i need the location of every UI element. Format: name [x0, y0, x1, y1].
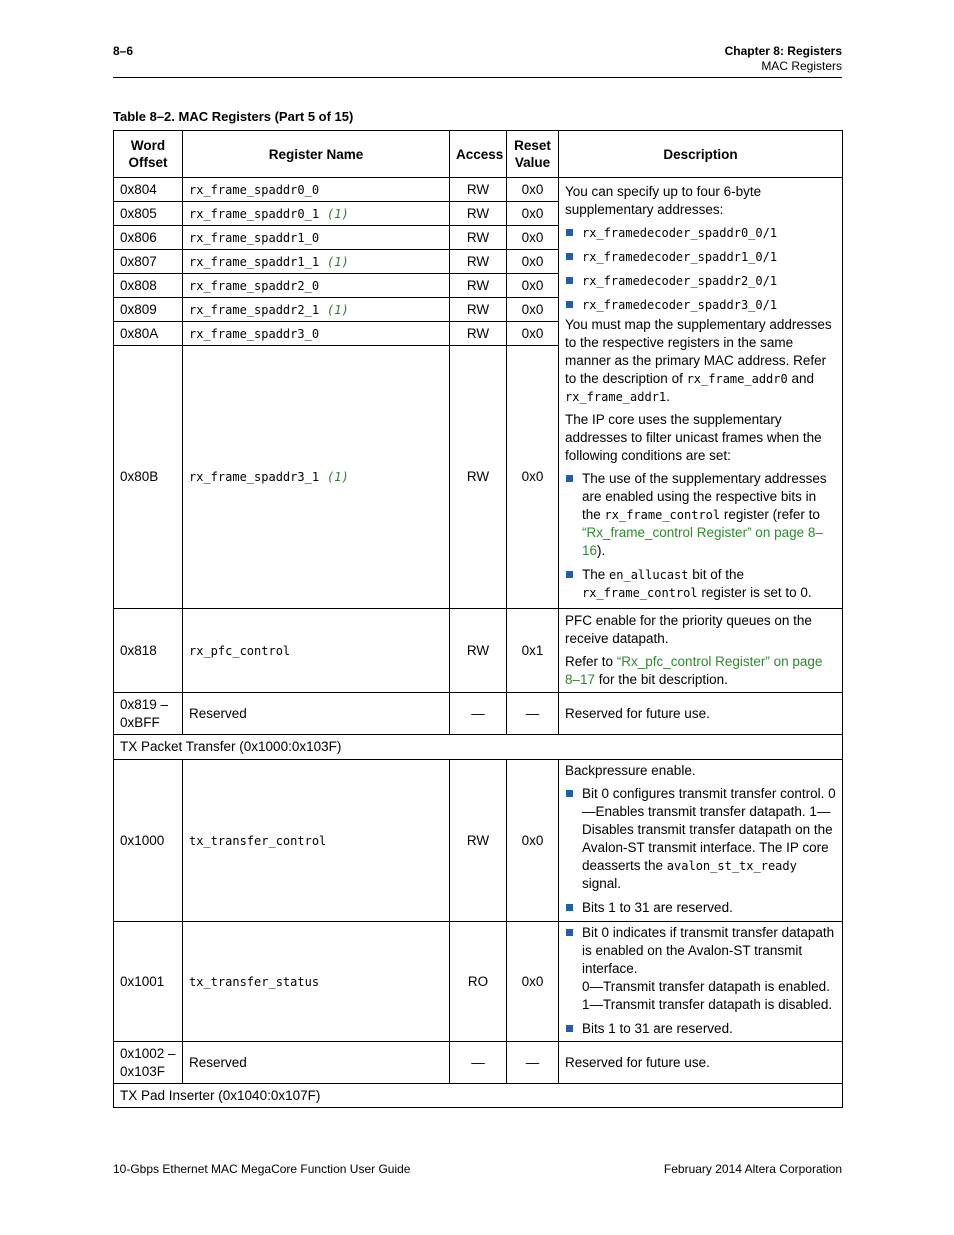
table-row	[114, 178, 843, 202]
access: RW	[450, 250, 507, 274]
word-offset: 0x80A	[114, 322, 183, 346]
table-row	[114, 922, 843, 1042]
access: RW	[450, 202, 507, 226]
bullet-icon	[566, 277, 573, 284]
bullet-icon	[566, 1025, 573, 1032]
table-row	[114, 760, 843, 922]
reset-value: 0x0	[507, 226, 559, 250]
reset-value: —	[507, 693, 559, 735]
table-header-row	[114, 131, 843, 178]
access: RW	[450, 322, 507, 346]
register-name: Reserved	[183, 1042, 450, 1084]
map-paragraph: You must map the supplementary addresses to the respective registers in the same manner as the primary MAC address. Refer to the description of rx_frame_addr0 and rx_frame_addr1.	[565, 316, 832, 404]
register-name: tx_transfer_status	[183, 922, 450, 1042]
reset-value: 0x0	[507, 322, 559, 346]
reset-value: 0x0	[507, 250, 559, 274]
list-item: rx_framedecoder_spaddr3_0/1	[565, 296, 836, 314]
bullet-icon	[566, 790, 573, 797]
tx-transfer-control-description: Backpressure enable. Bit 0 configures transmit transfer control. 0—Enables transmit transfer datapath. 1—Disables transmit transfer datapath on the Avalon-ST transmit interface. The IP core deasserts the avalon_st_tx_ready signal. Bits 1 to 31 are reserved.	[559, 760, 843, 922]
word-offset: 0x809	[114, 298, 183, 322]
col-description: Description	[559, 131, 843, 178]
register-name: rx_frame_spaddr3_1 (1)	[183, 346, 450, 609]
list-item: rx_framedecoder_spaddr0_0/1	[565, 224, 836, 242]
bullet-icon	[566, 571, 573, 578]
word-offset: 0x804	[114, 178, 183, 202]
description: Reserved for future use.	[559, 693, 843, 735]
list-item: rx_framedecoder_spaddr2_0/1	[565, 272, 836, 290]
register-name: rx_frame_spaddr3_0	[183, 322, 450, 346]
note-ref: (1)	[327, 206, 349, 221]
col-register-name: Register Name	[183, 131, 450, 178]
word-offset: 0x808	[114, 274, 183, 298]
section-row	[114, 735, 843, 760]
list-item: The use of the supplementary addresses are enabled using the respective bits in the rx_frame_control register (refer to “Rx_frame_control Register” on page 8–16).	[565, 470, 836, 560]
word-offset: 0x805	[114, 202, 183, 226]
register-name: rx_pfc_control	[183, 609, 450, 693]
reset-value: 0x0	[507, 760, 559, 922]
reset-value: 0x0	[507, 202, 559, 226]
reset-value: 0x0	[507, 922, 559, 1042]
section-row	[114, 1084, 843, 1108]
bullet-icon	[566, 929, 573, 936]
col-word-offset: Word Offset	[114, 131, 183, 178]
note-ref: (1)	[327, 254, 349, 269]
word-offset: 0x1001	[114, 922, 183, 1042]
word-offset: 0x1002 – 0x103F	[114, 1042, 183, 1084]
table-row	[114, 609, 843, 693]
register-name: rx_frame_spaddr0_0	[183, 178, 450, 202]
word-offset: 0x1000	[114, 760, 183, 922]
footer-date-company: February 2014 Altera Corporation	[663, 1162, 842, 1176]
header-rule	[113, 77, 842, 78]
description: Reserved for future use.	[559, 1042, 843, 1084]
section-tx-packet-transfer: TX Packet Transfer (0x1000:0x103F)	[114, 735, 843, 760]
access: RW	[450, 274, 507, 298]
word-offset: 0x807	[114, 250, 183, 274]
list-item: rx_framedecoder_spaddr1_0/1	[565, 248, 836, 266]
access: RW	[450, 609, 507, 693]
condition-list	[565, 470, 836, 602]
access: RW	[450, 298, 507, 322]
list-item: Bit 0 indicates if transmit transfer datapath is enabled on the Avalon-ST transmit interface. 0—Transmit transfer datapath is enabled. 1—Transmit transfer datapath is disabled.	[565, 924, 836, 1014]
reset-value: 0x0	[507, 178, 559, 202]
note-ref: (1)	[327, 302, 349, 317]
register-name: rx_frame_spaddr0_1 (1)	[183, 202, 450, 226]
register-name: rx_frame_spaddr2_0	[183, 274, 450, 298]
access: RO	[450, 922, 507, 1042]
bullet-icon	[566, 475, 573, 482]
access: —	[450, 693, 507, 735]
pfc-description: PFC enable for the priority queues on the receive datapath. Refer to “Rx_pfc_control Register” on page 8–17 for the bit description.	[559, 609, 843, 693]
rx-pfc-control-link[interactable]: “Rx_pfc_control Register” on page 8–17	[565, 654, 823, 687]
chapter-title: Chapter 8: Registers	[724, 44, 842, 58]
access: RW	[450, 226, 507, 250]
list-item: Bits 1 to 31 are reserved.	[565, 1020, 836, 1038]
access: RW	[450, 346, 507, 609]
register-name: Reserved	[183, 693, 450, 735]
mac-registers-table	[113, 130, 843, 1108]
table-row	[114, 693, 843, 735]
list-item: Bit 0 configures transmit transfer control. 0—Enables transmit transfer datapath. 1—Disables transmit transfer datapath on the Avalon-ST transmit interface. The IP core deasserts the avalon_st_tx_ready signal.	[565, 785, 836, 893]
running-header	[725, 44, 842, 74]
reset-value: 0x0	[507, 298, 559, 322]
col-access: Access	[450, 131, 507, 178]
access: RW	[450, 760, 507, 922]
word-offset: 0x818	[114, 609, 183, 693]
rx-frame-control-link[interactable]: “Rx_frame_control Register” on page 8–16	[582, 524, 823, 558]
section-title: MAC Registers	[761, 59, 842, 73]
reset-value: 0x0	[507, 274, 559, 298]
bullet-icon	[566, 253, 573, 260]
list-item: Bits 1 to 31 are reserved.	[565, 899, 836, 917]
access: —	[450, 1042, 507, 1084]
col-reset-value: Reset Value	[507, 131, 559, 178]
bullet-icon	[566, 904, 573, 911]
table-row	[114, 1042, 843, 1084]
table-caption: Table 8–2. MAC Registers (Part 5 of 15)	[113, 109, 354, 124]
word-offset: 0x819 – 0xBFF	[114, 693, 183, 735]
access: RW	[450, 178, 507, 202]
note-ref: (1)	[327, 470, 349, 484]
register-name: rx_frame_spaddr2_1 (1)	[183, 298, 450, 322]
bullet-icon	[566, 301, 573, 308]
reset-value: 0x1	[507, 609, 559, 693]
spaddr-description: You can specify up to four 6-byte supplementary addresses: rx_framedecoder_spaddr0_0/1 rx_framedecoder_spaddr1_0/1 rx_framedecoder_spaddr2_0/1 rx_framedecoder_spaddr3_0/1 You must map the supplementary addresses to the respective registers in the same manner as the primary MAC address. Refer to the description of rx_frame_addr0 and rx_frame_addr1. The IP core uses the supplementary addresses to filter unicast frames when the following conditions are set: The use of the supplementary addresses are enabled using the respective bits in the rx_frame_control register (refer to “Rx_frame_control Register” on page 8–16). The en_allucast bit of the rx_frame_control register is set to 0.	[559, 178, 843, 609]
word-offset: 0x806	[114, 226, 183, 250]
footer-guide-title: 10-Gbps Ethernet MAC MegaCore Function User Guide	[113, 1162, 411, 1176]
section-tx-pad-inserter: TX Pad Inserter (0x1040:0x107F)	[114, 1084, 843, 1108]
supplementary-address-list	[565, 224, 836, 314]
register-name: rx_frame_spaddr1_0	[183, 226, 450, 250]
list-item: The en_allucast bit of the rx_frame_control register is set to 0.	[565, 566, 836, 602]
filter-paragraph: The IP core uses the supplementary addresses to filter unicast frames when the following conditions are set:	[565, 411, 822, 463]
page-number: 8–6	[113, 44, 134, 58]
bullet-icon	[566, 229, 573, 236]
register-name: tx_transfer_control	[183, 760, 450, 922]
register-name: rx_frame_spaddr1_1 (1)	[183, 250, 450, 274]
reset-value: 0x0	[507, 346, 559, 609]
tx-transfer-status-description	[559, 922, 843, 1042]
reset-value: —	[507, 1042, 559, 1084]
word-offset: 0x80B	[114, 346, 183, 609]
